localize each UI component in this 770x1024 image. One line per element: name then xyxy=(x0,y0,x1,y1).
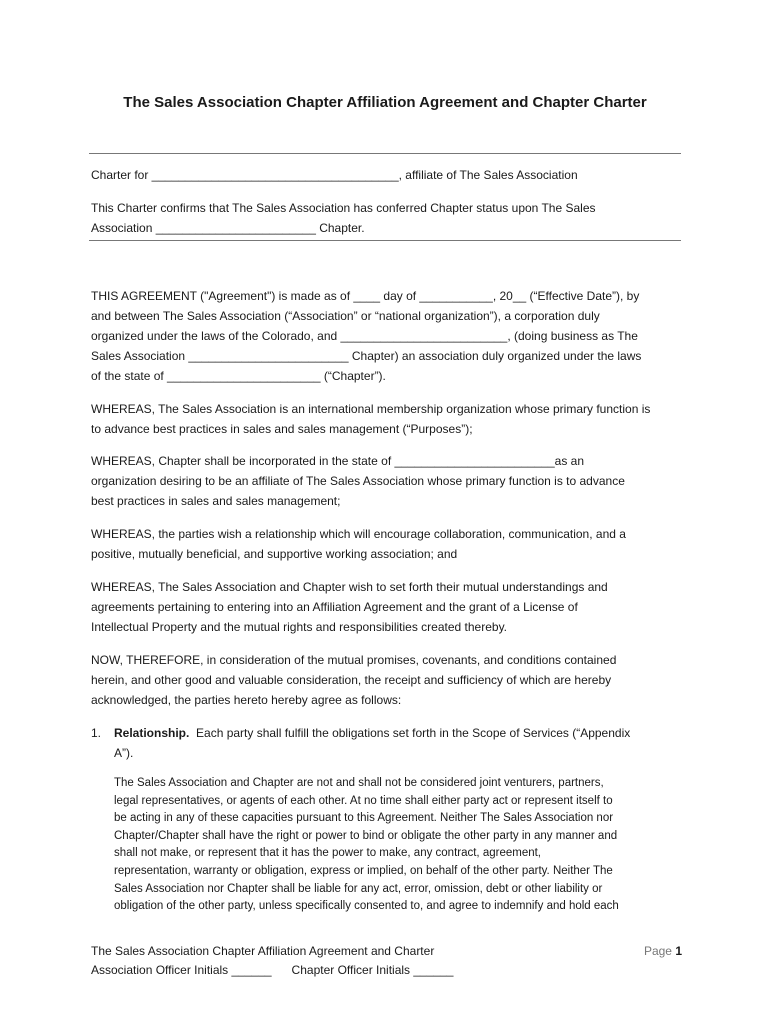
relationship-clause xyxy=(114,723,682,763)
whereas-relationship-paragraph xyxy=(91,524,681,564)
paragraph-line: and between The Sales Association (“Association” or “national organization”), a corporation duly xyxy=(91,309,600,323)
whereas-understandings-paragraph xyxy=(91,577,681,637)
list-number: 1. xyxy=(91,726,102,740)
paragraph-line: THIS AGREEMENT ("Agreement") is made as of ____ day of ___________, 20__ (“Effective Date”), by xyxy=(91,289,640,303)
paragraph-line: Chapter/Chapter shall have the right or power to bind or obligate the other party in any manner and xyxy=(114,829,618,842)
relationship-text: Each party shall fulfill the obligations set forth in the Scope of Services (“Appendix xyxy=(196,726,631,740)
paragraph-line: WHEREAS, Chapter shall be incorporated in the state of ________________________as an xyxy=(91,454,585,468)
paragraph-line: positive, mutually beneficial, and supportive working association; and xyxy=(91,547,458,561)
paragraph-line: acknowledged, the parties hereto hereby agree as follows: xyxy=(91,693,402,707)
paragraph-line: shall not make, or represent that it has the power to make, any contract, agreement, xyxy=(114,847,541,860)
paragraph-line: to advance best practices in sales and sales management (“Purposes”); xyxy=(91,422,473,436)
paragraph-line: herein, and other good and valuable consideration, the receipt and sufficiency of which are hereby xyxy=(91,673,612,687)
relationship-heading: Relationship. xyxy=(114,726,190,740)
paragraph-line: WHEREAS, The Sales Association is an international membership organization whose primary function is xyxy=(91,402,651,416)
now-therefore-paragraph xyxy=(91,650,681,710)
paragraph-line: NOW, THEREFORE, in consideration of the mutual promises, covenants, and conditions contained xyxy=(91,653,617,667)
paragraph-line: The Sales Association and Chapter are not and shall not be considered joint venturers, partners, xyxy=(114,777,604,789)
page-footer xyxy=(91,942,453,980)
paragraph-line: be acting in any of these capacities pursuant to this Agreement. Neither The Sales Association nor xyxy=(114,812,614,825)
page-number: 1 xyxy=(675,944,682,958)
paragraph-line: of the state of _______________________ (“Chapter”). xyxy=(91,369,386,383)
whereas-purposes-paragraph xyxy=(91,399,681,439)
charter-confirm-paragraph xyxy=(91,198,681,238)
paragraph-line: legal representatives, or agents of each other. At no time shall either party act or represent itself to xyxy=(114,794,613,807)
paragraph-line: organization desiring to be an affiliate of The Sales Association whose primary function is to advance xyxy=(91,474,625,488)
paragraph-line: WHEREAS, the parties wish a relationship which will encourage collaboration, communication, and a xyxy=(91,527,626,541)
paragraph-line: agreements pertaining to entering into an Affiliation Agreement and the grant of a License of xyxy=(91,600,578,614)
paragraph-line: This Charter confirms that The Sales Association has conferred Chapter status upon The Sales xyxy=(91,201,596,215)
footer-title: The Sales Association Chapter Affiliation Agreement and Charter xyxy=(91,944,435,958)
paragraph-line: Association ________________________ Chapter. xyxy=(91,221,365,235)
agreement-paragraph xyxy=(91,286,681,386)
paragraph-line: representation, warranty or obligation, express or implied, on behalf of the other party. Neither The xyxy=(114,864,613,877)
charter-for-line: Charter for _____________________________________, affiliate of The Sales Association xyxy=(91,168,578,182)
paragraph-line: WHEREAS, The Sales Association and Chapter wish to set forth their mutual understandings and xyxy=(91,580,608,594)
paragraph-line: Sales Association nor Chapter shall be liable for any act, error, omission, debt or other liability or xyxy=(114,882,603,895)
bottom-divider xyxy=(89,240,681,241)
paragraph-line: Sales Association ________________________ Chapter) an association duly organized under the laws xyxy=(91,349,642,363)
paragraph-line: best practices in sales and sales management; xyxy=(91,494,341,508)
paragraph-line: organized under the laws of the Colorado, and _________________________, (doing business as The xyxy=(91,329,638,343)
paragraph-line xyxy=(114,723,682,743)
paragraph-line: A”). xyxy=(114,746,134,760)
page-label: Page xyxy=(643,944,672,958)
footer-initials: Association Officer Initials ______ Chapter Officer Initials ______ xyxy=(91,963,454,977)
page-number-label xyxy=(644,942,682,961)
top-divider xyxy=(89,153,681,154)
paragraph-line: obligation of the other party, unless specifically consented to, and agree to indemnify and hold each xyxy=(114,900,619,913)
whereas-incorporation-paragraph xyxy=(91,451,681,511)
document-title: The Sales Association Chapter Affiliation Agreement and Chapter Charter xyxy=(123,94,647,111)
paragraph-line: Intellectual Property and the mutual rights and responsibilities created thereby. xyxy=(91,620,508,634)
relationship-detail-paragraph xyxy=(114,775,682,916)
